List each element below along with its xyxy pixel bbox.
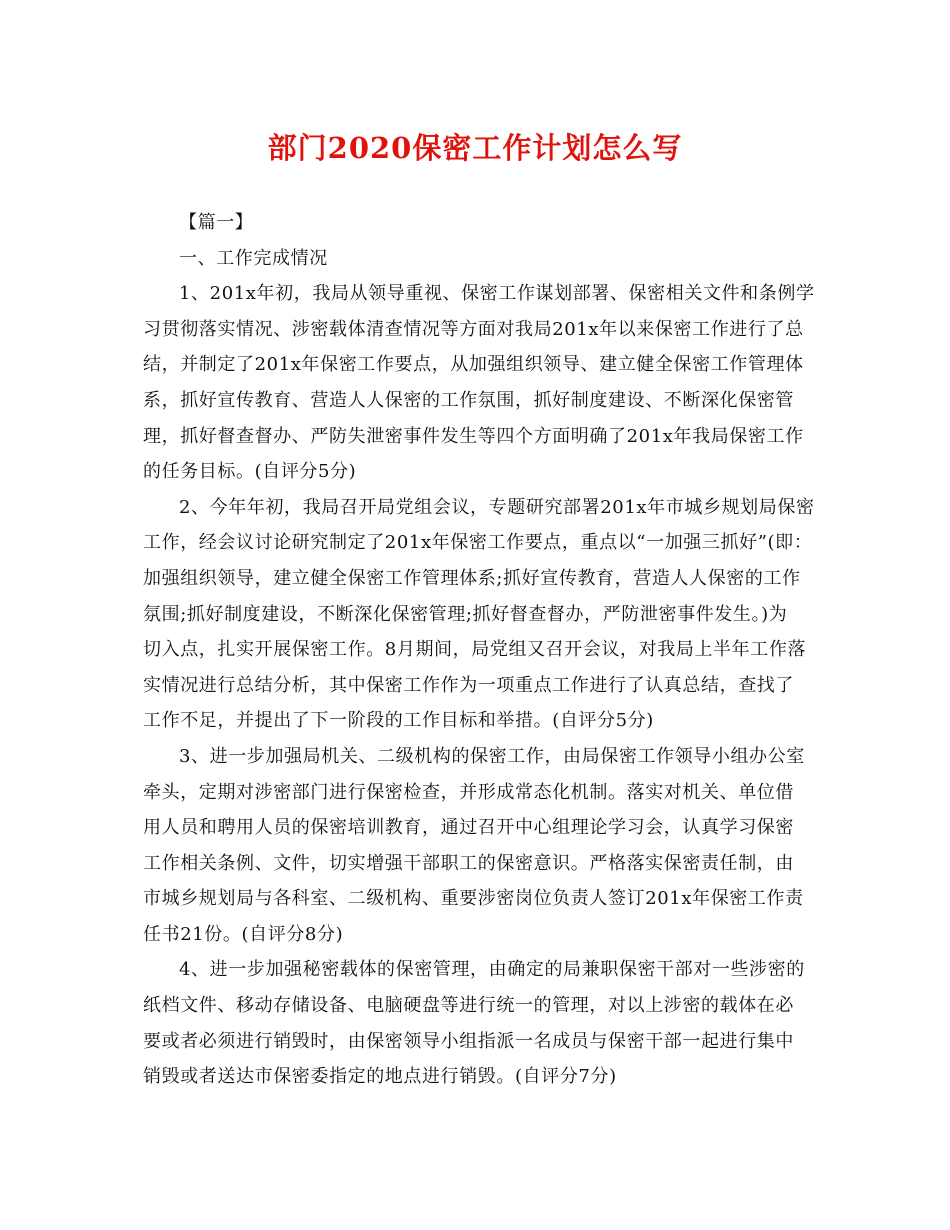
paragraph-line: 销毁或者送达市保密委指定的地点进行销毁。(自评分7分) <box>143 1066 617 1088</box>
paragraph-line: 3、进一步加强局机关、二级机构的保密工作，由局保密工作领导小组办公室 <box>179 745 805 767</box>
document-body <box>143 205 823 1095</box>
paragraph-line: 市城乡规划局与各科室、二级机构、重要涉密岗位负责人签订201x年保密工作责 <box>143 888 804 910</box>
paragraph-line: 氛围;抓好制度建设，不断深化保密管理;抓好督查督办，严防泄密事件发生。)为 <box>143 603 788 625</box>
paragraph-line: 1、201x年初，我局从领导重视、保密工作谋划部署、保密相关文件和条例学 <box>179 283 815 305</box>
paragraph-line: 系，抓好宣传教育、营造人人保密的工作氛围，抓好制度建设、不断深化保密管 <box>143 389 794 411</box>
paragraph-line: 结，并制定了201x年保密工作要点，从加强组织领导、建立健全保密工作管理体 <box>143 354 804 376</box>
document-title: 部门2020保密工作计划怎么写 <box>267 131 683 165</box>
paragraph-line: 工作不足，并提出了下一阶段的工作目标和举措。(自评分5分) <box>143 710 654 732</box>
paragraph-line: 理，抓好督查督办、严防失泄密事件发生等四个方面明确了201x年我局保密工作 <box>143 425 804 447</box>
paragraph-line: 牵头，定期对涉密部门进行保密检查，并形成常态化机制。落实对机关、单位借 <box>143 781 794 803</box>
paragraph-line: 一、工作完成情况 <box>179 247 328 269</box>
paragraph-line: 实情况进行总结分析，其中保密工作作为一项重点工作进行了认真总结，查找了 <box>143 674 794 696</box>
paragraph-line: 加强组织领导，建立健全保密工作管理体系;抓好宣传教育，营造人人保密的工作 <box>143 567 801 589</box>
paragraph-line: 要或者必须进行销毁时，由保密领导小组指派一名成员与保密干部一起进行集中 <box>143 1030 794 1052</box>
paragraph-line: 工作相关条例、文件，切实增强干部职工的保密意识。严格落实保密责任制，由 <box>143 852 794 874</box>
paragraph-line: 任书21份。(自评分8分) <box>143 923 344 945</box>
paragraph-line: 2、今年年初，我局召开局党组会议，专题研究部署201x年市城乡规划局保密 <box>179 496 815 518</box>
paragraph-line: 习贯彻落实情况、涉密载体清查情况等方面对我局201x年以来保密工作进行了总 <box>143 318 804 340</box>
paragraph-line: 用人员和聘用人员的保密培训教育，通过召开中心组理论学习会，认真学习保密 <box>143 817 794 839</box>
paragraph-line: 【篇一】 <box>179 212 254 233</box>
paragraph-line: 工作，经会议讨论研究制定了201x年保密工作要点，重点以“一加强三抓好”(即： <box>143 532 813 554</box>
paragraph-line: 的任务目标。(自评分5分) <box>143 461 357 483</box>
paragraph-line: 4、进一步加强秘密载体的保密管理，由确定的局兼职保密干部对一些涉密的 <box>179 959 805 981</box>
paragraph-line: 切入点，扎实开展保密工作。8月期间，局党组又召开会议，对我局上半年工作落 <box>143 639 807 661</box>
paragraph-line: 纸档文件、移动存储设备、电脑硬盘等进行统一的管理，对以上涉密的载体在必 <box>143 995 794 1017</box>
